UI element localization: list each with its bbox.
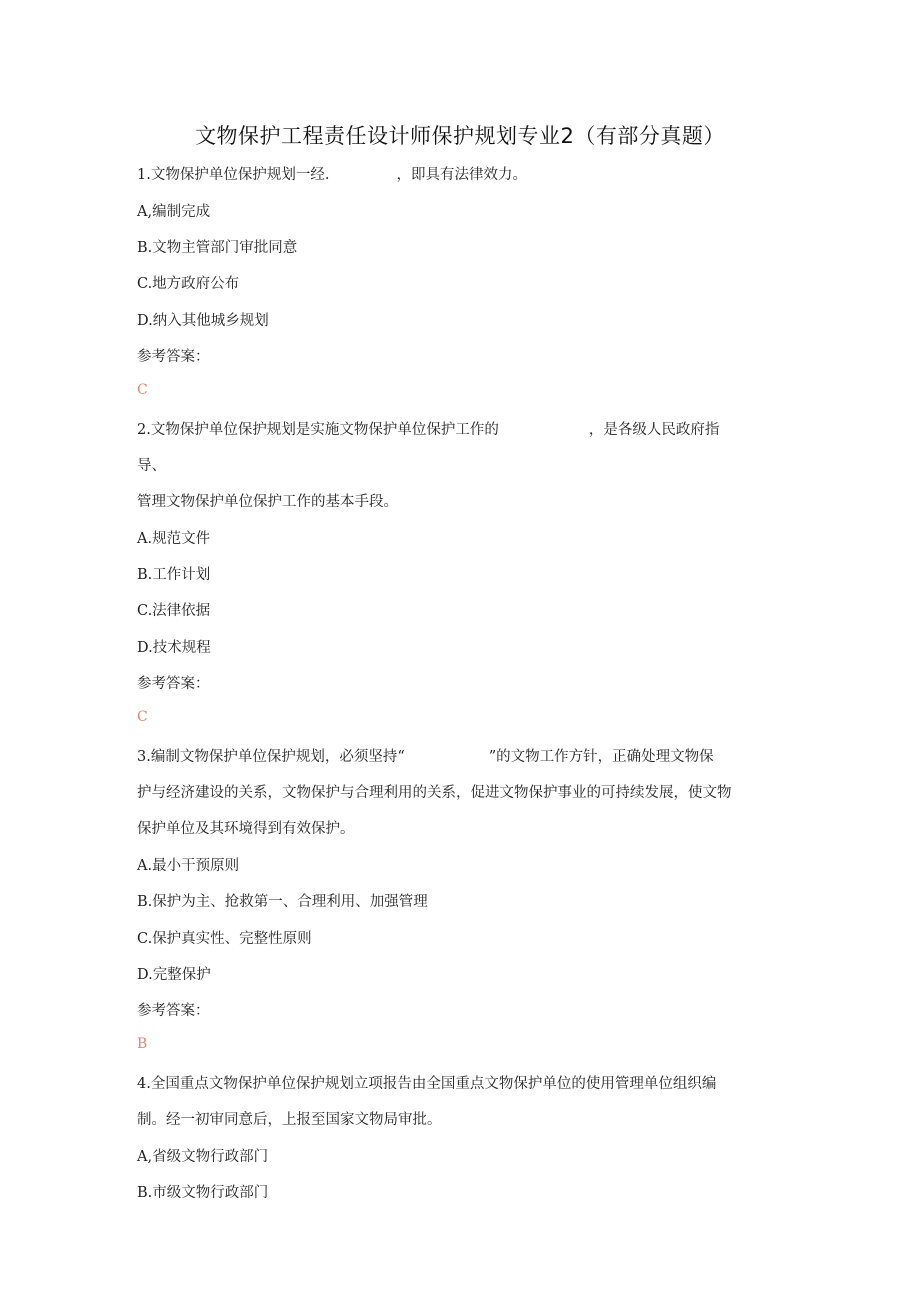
question-3-stem-cont-1: 护与经济建设的关系，文物保护与合理利用的关系，促进文物保护事业的可持续发展，使文物 bbox=[137, 785, 732, 801]
question-3-stem bbox=[137, 745, 714, 766]
question-2-stem-part-2: ，是各级人民政府指 bbox=[588, 422, 720, 438]
question-4-stem bbox=[137, 1072, 716, 1093]
question-1-option-b: B.文物主管部门审批同意 bbox=[137, 240, 298, 256]
question-1-option-c: C.地方政府公布 bbox=[137, 276, 240, 292]
question-3-option-d: D.完整保护 bbox=[137, 967, 211, 983]
question-2-answer-label: 参考答案： bbox=[137, 676, 210, 692]
question-1-answer: C bbox=[137, 382, 148, 398]
question-4-option-b: B.市级文物行政部门 bbox=[137, 1185, 269, 1201]
question-4-option-a: A,省级文物行政部门 bbox=[137, 1149, 269, 1165]
question-2-stem-part-1: 2.文物保护单位保护规划是实施文物保护单位保护工作的 bbox=[137, 422, 499, 438]
question-1-option-d: D.纳入其他城乡规划 bbox=[137, 313, 269, 329]
question-4-stem-part-1: 4.全国重点文物保护单位保护规划立项报告由全国重点文物保护单位的使用管理单位组织编 bbox=[137, 1076, 717, 1092]
question-3-option-a: A.最小干预原则 bbox=[137, 858, 240, 874]
question-2-stem-cont-1: 导、 bbox=[137, 458, 166, 474]
question-2-option-b: B.工作计划 bbox=[137, 567, 211, 583]
question-1-stem-part-2: ，即具有法律效力。 bbox=[396, 167, 527, 183]
question-3-stem-part-1: 3.编制文物保护单位保护规划，必须坚持“ bbox=[137, 749, 405, 765]
question-2-stem bbox=[137, 418, 719, 439]
question-2-option-a: A.规范文件 bbox=[137, 531, 211, 547]
question-1-stem bbox=[137, 163, 527, 184]
question-3-stem-cont-2: 保护单位及其环境得到有效保护。 bbox=[137, 821, 355, 837]
question-3-option-c: C.保护真实性、完整性原则 bbox=[137, 931, 312, 947]
question-2-option-c: C.法律依据 bbox=[137, 603, 211, 619]
document-title: 文物保护工程责任设计师保护规划专业2（有部分真题） bbox=[195, 124, 725, 148]
question-1-stem-part-1: 1.文物保护单位保护规划一经. bbox=[137, 167, 330, 183]
question-1-option-a: A,编制完成 bbox=[137, 204, 211, 220]
question-3-stem-part-2: ”的文物工作方针，正确处理文物保 bbox=[488, 749, 714, 765]
question-4-stem-cont-1: 制。经一初审同意后，上报至国家文物局审批。 bbox=[137, 1112, 442, 1128]
question-1-answer-label: 参考答案： bbox=[137, 349, 210, 365]
question-2-answer: C bbox=[137, 709, 148, 725]
question-2-option-d: D.技术规程 bbox=[137, 640, 211, 656]
question-3-answer-label: 参考答案： bbox=[137, 1003, 210, 1019]
question-2-stem-cont-2: 管理文物保护单位保护工作的基本手段。 bbox=[137, 494, 398, 510]
question-3-answer: B bbox=[137, 1036, 148, 1052]
question-3-option-b: B.保护为主、抢救第一、合理利用、加强管理 bbox=[137, 894, 428, 910]
